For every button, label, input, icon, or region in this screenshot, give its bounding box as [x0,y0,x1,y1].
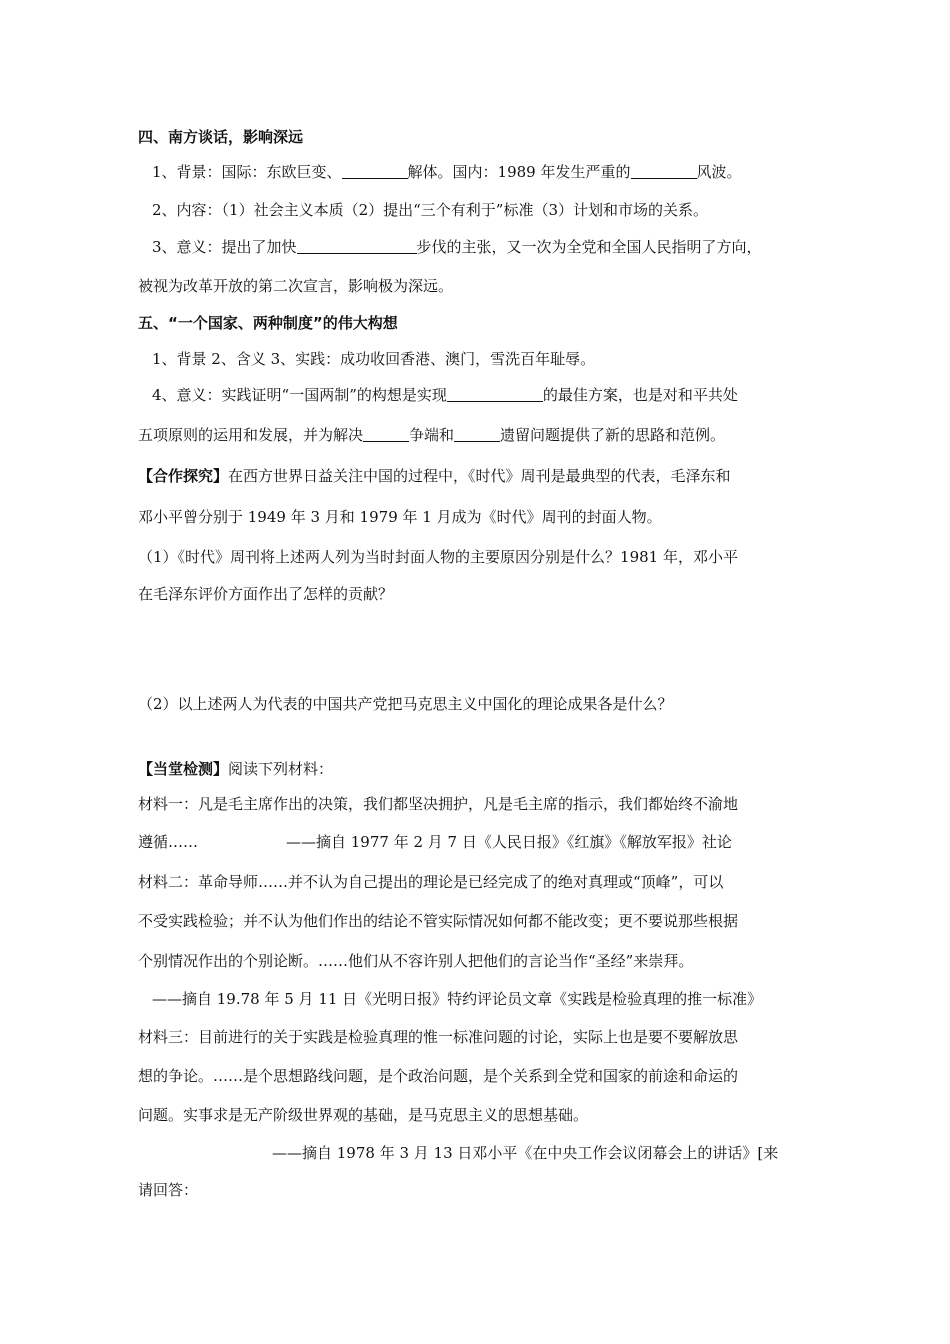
answer-prompt: 请回答： [138,1181,199,1199]
section-4-item-2: 2、内容：（1）社会主义本质（2）提出“三个有利于”标准（3）计划和市场的关系。 [152,201,709,219]
question-1: （1）《时代》周刊将上述两人列为当时封面人物的主要原因分别是什么？1981 年，邓小平 [138,548,738,566]
section-5-items-1-3: 1、背景 2、含义 3、实践：成功收回香港、澳门，雪洗百年耻辱。 [152,350,596,368]
explore-tag: 【合作探究】 [138,467,229,485]
fill-blank[interactable] [454,426,500,442]
section-5-item-4-cont: 五项原则的运用和发展，并为解决 争端和 遗留问题提供了新的思路和范例。 [138,426,726,444]
material-3: 材料三：目前进行的关于实践是检验真理的惟一标准问题的讨论，实际上也是要不要解放思 [138,1028,739,1046]
section-4-heading: 四、南方谈话，影响深远 [138,128,304,146]
material-2-cont-2: 个别情况作出的个别论断。……他们从不容许别人把他们的言论当作“圣经”来崇拜。 [138,952,694,970]
material-3-source: ——摘自 1978 年 3 月 13 日邓小平《在中央工作会议闭幕会上的讲话》[来 [272,1144,779,1162]
section-4-item-3: 3、意义：提出了加快 步伐的主张，又一次为全党和全国人民指明了方向， [152,238,762,256]
material-1-cont: 遵循…… [138,833,199,851]
material-1-source: ——摘自 1977 年 2 月 7 日《人民日报》《红旗》《解放军报》社论 [286,833,732,851]
section-5-heading: 五、“一个国家、两种制度”的伟大构想 [138,314,398,332]
material-2-source: ——摘自 19.78 年 5 月 11 日《光明日报》特约评论员文章《实践是检验真理的推一标准》 [152,990,763,1008]
question-1-cont: 在毛泽东评价方面作出了怎样的贡献？ [138,585,394,603]
fill-blank[interactable] [631,163,697,179]
explore-intro-cont: 邓小平曾分别于 1949 年 3 月和 1979 年 1 月成为《时代》周刊的封面人物。 [138,508,662,526]
material-3-cont-2: 问题。实事求是无产阶级世界观的基础，是马克思主义的思想基础。 [138,1106,589,1124]
check-intro: 【当堂检测】阅读下列材料： [138,760,334,778]
explore-intro: 【合作探究】在西方世界日益关注中国的过程中，《时代》周刊是最典型的代表，毛泽东和 [138,467,731,485]
material-2: 材料二：革命导师……并不认为自己提出的理论是已经完成了的绝对真理或“顶峰”，可以 [138,873,724,891]
fill-blank[interactable] [342,163,408,179]
section-4-item-3-cont: 被视为改革开放的第二次宣言，影响极为深远。 [138,277,454,295]
section-5-item-4: 4、意义：实践证明“一国两制”的构想是实现 的最佳方案，也是对和平共处 [152,386,738,404]
question-2: （2）以上述两人为代表的中国共产党把马克思主义中国化的理论成果各是什么？ [138,695,673,713]
material-1: 材料一：凡是毛主席作出的决策，我们都坚决拥护，凡是毛主席的指示，我们都始终不渝地 [138,795,739,813]
fill-blank[interactable] [297,238,417,254]
fill-blank[interactable] [447,386,543,402]
check-tag: 【当堂检测】 [138,760,229,778]
material-2-cont-1: 不受实践检验；并不认为他们作出的结论不管实际情况如何都不能改变；更不要说那些根据 [138,912,739,930]
material-3-cont-1: 想的争论。……是个思想路线问题，是个政治问题，是个关系到全党和国家的前途和命运的 [138,1067,739,1085]
section-4-item-1: 1、背景：国际：东欧巨变、 解体。国内：1989 年发生严重的 风波。 [152,163,742,181]
fill-blank[interactable] [363,426,409,442]
